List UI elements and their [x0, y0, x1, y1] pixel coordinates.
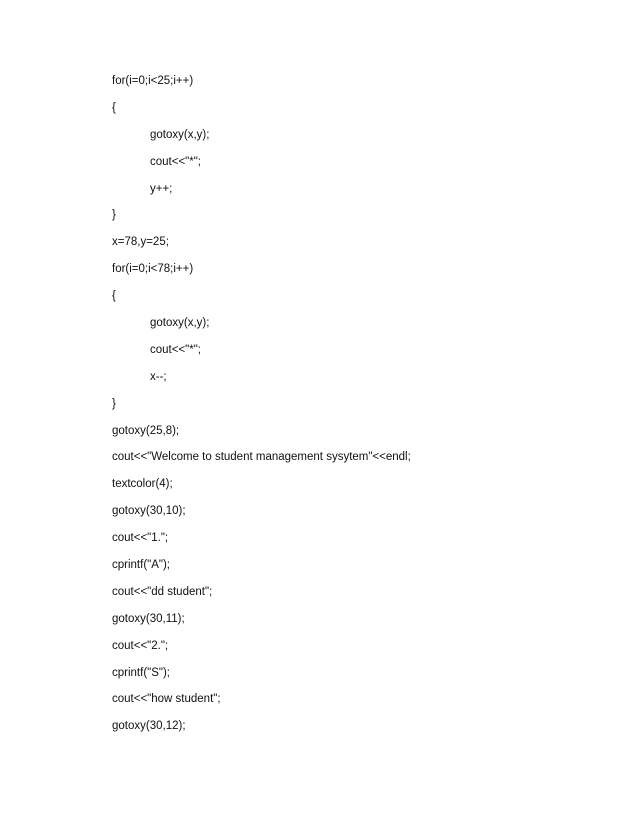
code-line: {: [112, 101, 116, 114]
code-line: cout<<"Welcome to student management sysytem"<<endl;: [112, 451, 411, 464]
code-line: gotoxy(x,y);: [150, 317, 210, 330]
code-line: }: [112, 209, 116, 222]
code-line: x=78,y=25;: [112, 236, 169, 249]
code-line: cprintf("A");: [112, 559, 171, 572]
code-listing: [112, 74, 592, 746]
code-line: for(i=0;i<25;i++): [112, 75, 194, 87]
code-line: x--;: [150, 370, 167, 383]
code-line: {: [112, 290, 116, 303]
code-line: cout<<"how student";: [112, 693, 221, 706]
code-line: }: [112, 397, 116, 410]
code-line: for(i=0;i<78;i++): [112, 263, 194, 276]
code-line: gotoxy(30,11);: [112, 612, 185, 625]
code-line: gotoxy(25,8);: [112, 424, 180, 437]
code-line: cout<<"*";: [150, 343, 202, 356]
code-line: cprintf("S");: [112, 666, 171, 679]
code-line: cout<<"2.";: [112, 639, 169, 652]
code-line: gotoxy(30,10);: [112, 505, 186, 518]
code-line: cout<<"1.";: [112, 532, 169, 545]
code-line: gotoxy(30,12);: [112, 720, 186, 733]
code-line: textcolor(4);: [112, 478, 173, 491]
code-line: gotoxy(x,y);: [150, 128, 210, 141]
code-line: cout<<"dd student";: [112, 585, 213, 598]
code-line: y++;: [150, 182, 173, 195]
code-line: cout<<"*";: [150, 155, 202, 168]
